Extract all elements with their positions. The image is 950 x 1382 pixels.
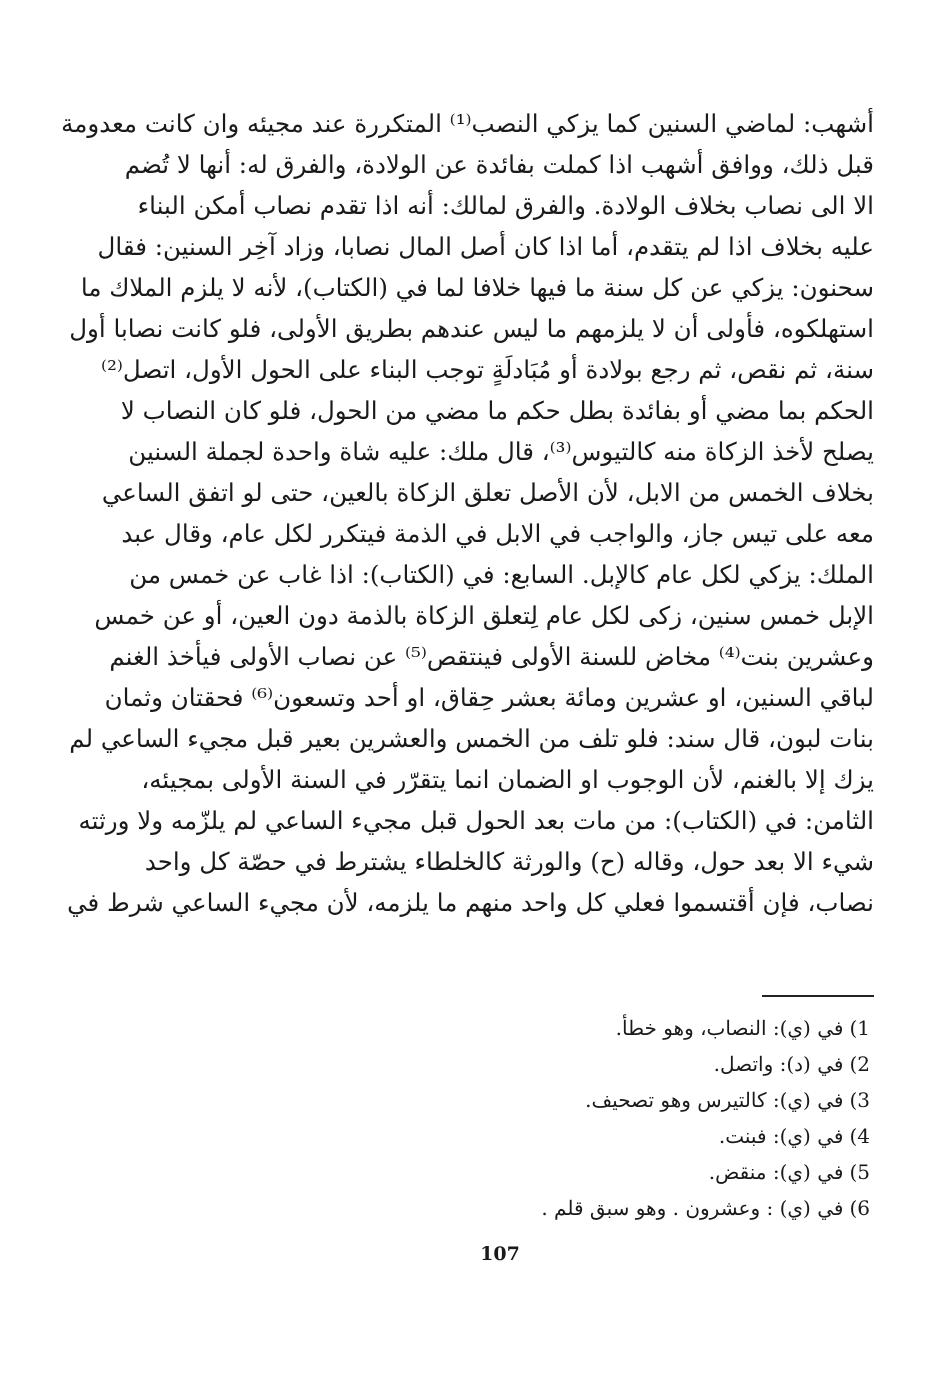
text-line: أشهب: لماضي السنين كما يزكي النصب⁽¹⁾ المتكررة عند مجيئه وان كانت معدومة bbox=[61, 109, 874, 138]
text-line: يصلح لأخذ الزكاة منه كالتيوس⁽³⁾، قال ملك: عليه شاة واحدة لجملة السنين bbox=[128, 437, 874, 466]
text-line: وعشرين بنت⁽⁴⁾ مخاض للسنة الأولى فينتقص⁽⁵⁾ عن نصاب الأولى فيأخذ الغنم bbox=[109, 642, 874, 671]
footnote-text: في (ي): كالتيرس وهو تصحيف. bbox=[585, 1088, 844, 1112]
footnote-text: في (ي): النصاب، وهو خطأ. bbox=[615, 1016, 844, 1040]
text-line: استهلكوه، فأولى أن لا يلزمهم ما ليس عندهم بطريق الأولى، فلو كانت نصابا أول bbox=[69, 314, 874, 343]
footnote-item bbox=[560, 1046, 870, 1082]
footnote-number: 4) bbox=[849, 1124, 870, 1148]
page-number: 107 bbox=[480, 1243, 520, 1265]
text-line: قبل ذلك، ووافق أشهب اذا كملت بفائدة عن الولادة، والفرق له: أنها لا تُضم bbox=[124, 150, 874, 179]
footnote-item bbox=[560, 1010, 870, 1046]
text-line: الإبل خمس سنين، زكى لكل عام لِتعلق الزكاة بالذمة دون العين، أو عن خمس bbox=[94, 601, 874, 630]
footnote-text: في (د): واتصل. bbox=[713, 1052, 844, 1076]
footnote-number: 3) bbox=[849, 1088, 870, 1112]
footnotes bbox=[541, 1010, 870, 1226]
text-line: بنات لبون، قال سند: فلو تلف من الخمس والعشرين بعير قبل مجيء الساعي لم bbox=[69, 724, 874, 753]
text-line: سحنون: يزكي عن كل سنة ما فيها خلافا لما في (الكتاب)، لأنه لا يلزم الملاك ما bbox=[80, 273, 874, 302]
text-line: الحكم بما مضي أو بفائدة بطل حكم ما مضي من الحول، فلو كان النصاب لا bbox=[120, 396, 874, 425]
text-line: بخلاف الخمس من الابل، لأن الأصل تعلق الزكاة بالعين، حتى لو اتفق الساعي bbox=[101, 478, 874, 507]
footnote-number: 1) bbox=[849, 1016, 870, 1040]
footnote-item bbox=[541, 1190, 870, 1226]
footnote-number: 5) bbox=[849, 1160, 870, 1184]
footnote-divider bbox=[762, 995, 874, 997]
text-line: نصاب، فإن أقتسموا فعلي كل واحد منهم ما يلزمه، لأن مجيء الساعي شرط في bbox=[67, 888, 874, 917]
footnote-number: 6) bbox=[849, 1196, 870, 1220]
footnote-item bbox=[560, 1118, 870, 1154]
main-text bbox=[61, 103, 874, 923]
text-line: الا الى نصاب بخلاف الولادة. والفرق لمالك: أنه اذا تقدم نصاب أمكن البناء bbox=[137, 191, 874, 220]
text-line: الثامن: في (الكتاب): من مات بعد الحول قبل مجيء الساعي لم يلزّمه ولا ورثته bbox=[78, 806, 874, 835]
text-line: يزك إلا بالغنم، لأن الوجوب او الضمان انما يتقرّر في السنة الأولى بمجيئه، bbox=[141, 765, 874, 794]
text-line: سنة، ثم نقص، ثم رجع بولادة أو مُبَادلَةٍ توجب البناء على الحول الأول، اتصل⁽²⁾ bbox=[101, 355, 874, 384]
text-line: لباقي السنين، او عشرين ومائة بعشر حِقاق، او أحد وتسعون⁽⁶⁾ فحقتان وثمان bbox=[104, 683, 874, 712]
footnote-number: 2) bbox=[849, 1052, 870, 1076]
footnote-item bbox=[560, 1082, 870, 1118]
text-line: عليه بخلاف اذا لم يتقدم، أما اذا كان أصل المال نصابا، وزاد آخِر السنين: فقال bbox=[97, 232, 874, 261]
footnote-text: في (ي): منقض. bbox=[708, 1160, 844, 1184]
text-line: شيء الا بعد حول، وقاله (ح) والورثة كالخلطاء يشترط في حصّة كل واحد bbox=[144, 847, 874, 876]
text-line: الملك: يزكي لكل عام كالإبل. السابع: في (الكتاب): اذا غاب عن خمس من bbox=[129, 560, 874, 589]
footnote-text: في (ي) : وعشرون . وهو سبق قلم . bbox=[541, 1196, 844, 1220]
text-line: معه على تيس جاز، والواجب في الابل في الذمة فيتكرر لكل عام، وقال عبد bbox=[121, 519, 874, 548]
footnote-text: في (ي): فبنت. bbox=[718, 1124, 844, 1148]
footnote-item bbox=[560, 1154, 870, 1190]
